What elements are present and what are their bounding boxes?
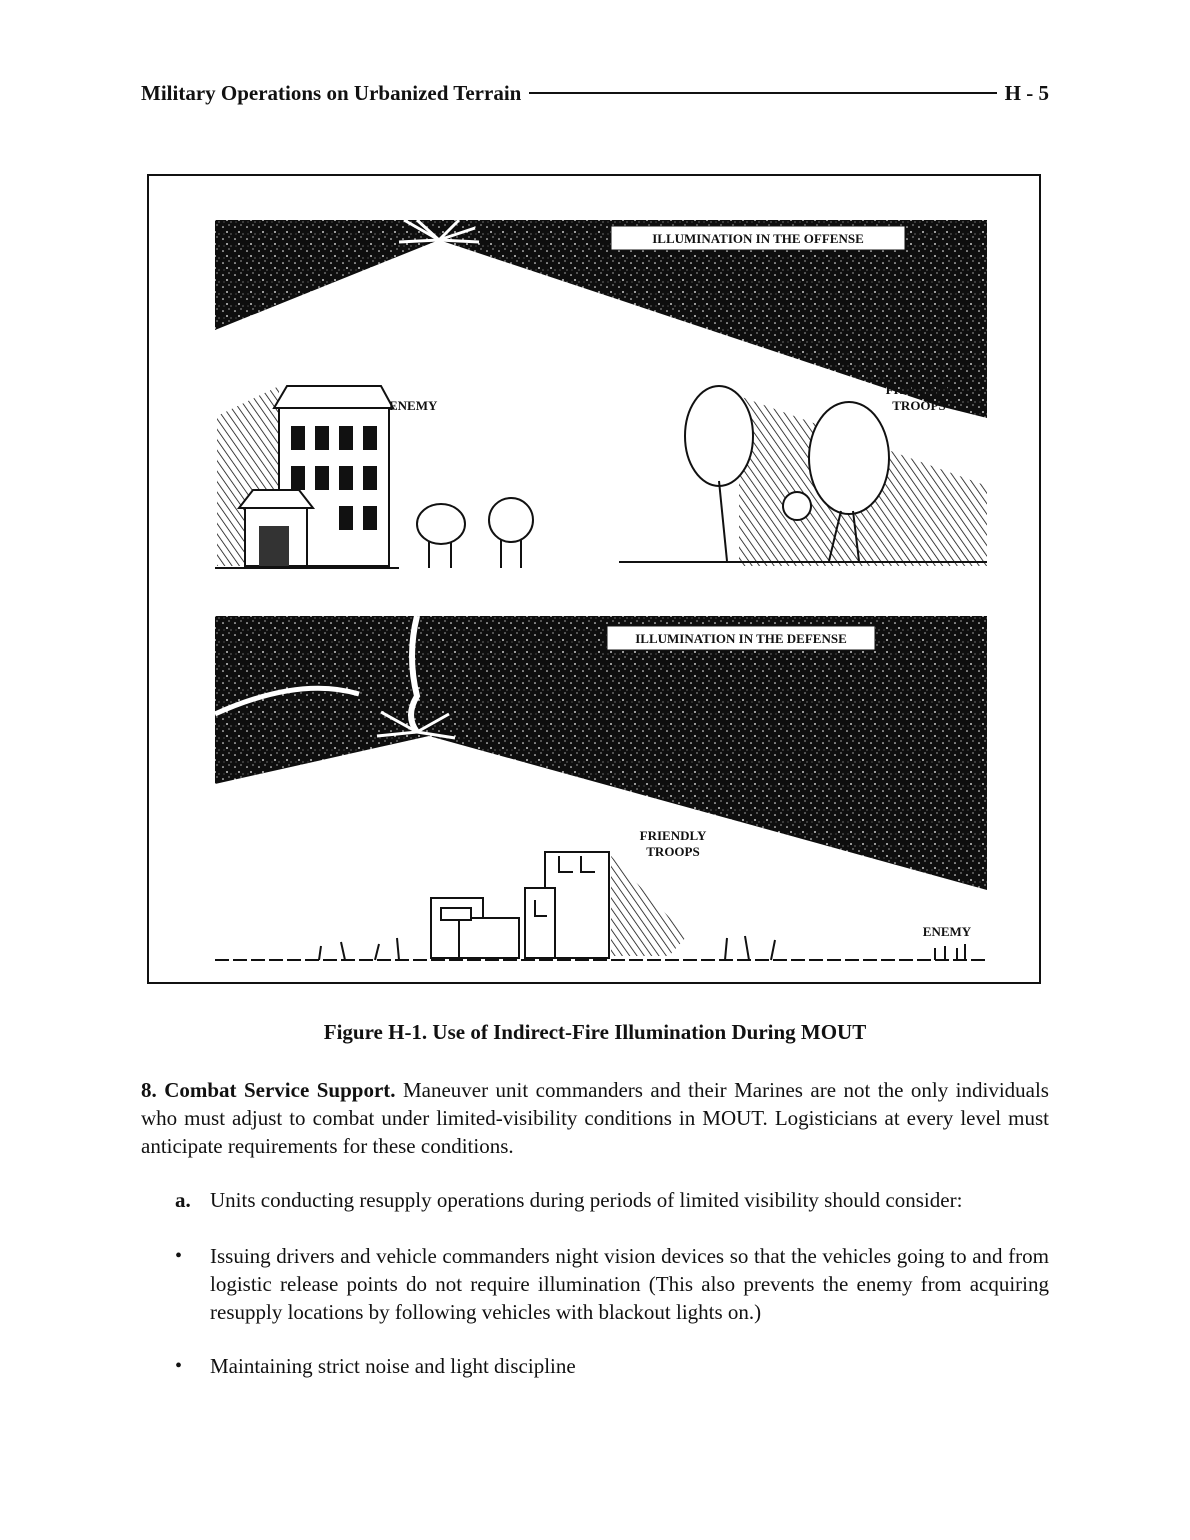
offense-label: ILLUMINATION IN THE OFFENSE bbox=[652, 231, 864, 246]
enemy-building bbox=[215, 386, 399, 568]
section-8-paragraph bbox=[141, 1076, 1049, 1160]
bullet-text: Maintaining strict noise and light discipline bbox=[210, 1354, 576, 1378]
defense-buildings bbox=[431, 852, 609, 958]
header-rule bbox=[529, 92, 996, 94]
shrubs-top bbox=[417, 498, 533, 568]
night-sky-bottom bbox=[215, 616, 987, 890]
subparagraph-a-text: Units conducting resupply operations during periods of limited visibility should consider: bbox=[210, 1188, 963, 1212]
bullet-text: Issuing drivers and vehicle commanders night vision devices so that the vehicles going to and from logistic release points do not require illumination (This also prevents the enemy from acquiring resupply locations by following vehicles with blackout lights on.) bbox=[210, 1244, 1049, 1324]
section-8-body: Maneuver unit commanders and their Marines are not the only individuals who must adjust to combat under limited-visibility conditions in MOUT. Logisticians at every level must anticipate requirements for these conditions. bbox=[141, 1078, 1049, 1158]
bullet-symbol: • bbox=[175, 1245, 183, 1267]
defense-label: ILLUMINATION IN THE DEFENSE bbox=[635, 631, 847, 646]
bullet-symbol: • bbox=[175, 1355, 183, 1377]
friendly-label-top-1: FRIENDLY bbox=[885, 382, 953, 397]
bullet-item bbox=[175, 1242, 1049, 1326]
friendly-label-top-2: TROOPS bbox=[892, 398, 946, 413]
friendly-label-bottom-2: TROOPS bbox=[646, 844, 700, 859]
enemy-label-top: ENEMY bbox=[389, 398, 438, 413]
subparagraph-a bbox=[175, 1186, 1049, 1214]
bullet-item bbox=[175, 1352, 1049, 1380]
subparagraph-a-label: a. bbox=[175, 1188, 191, 1212]
enemy-label-bottom: ENEMY bbox=[922, 924, 972, 939]
header-title: Military Operations on Urbanized Terrain bbox=[141, 80, 522, 105]
friendly-label-bottom-1: FRIENDLY bbox=[639, 828, 707, 843]
page-number: H - 5 bbox=[1004, 80, 1049, 105]
defense-panel bbox=[215, 616, 987, 960]
offense-panel bbox=[215, 220, 987, 568]
illumination-illustration bbox=[149, 176, 1043, 986]
section-8-heading: 8. Combat Service Support. bbox=[141, 1078, 396, 1102]
running-header bbox=[141, 78, 1049, 108]
illuminated-area-bottom bbox=[611, 856, 687, 956]
figure-frame bbox=[147, 174, 1041, 984]
figure-caption: Figure H-1. Use of Indirect-Fire Illumination During MOUT bbox=[323, 1020, 867, 1044]
